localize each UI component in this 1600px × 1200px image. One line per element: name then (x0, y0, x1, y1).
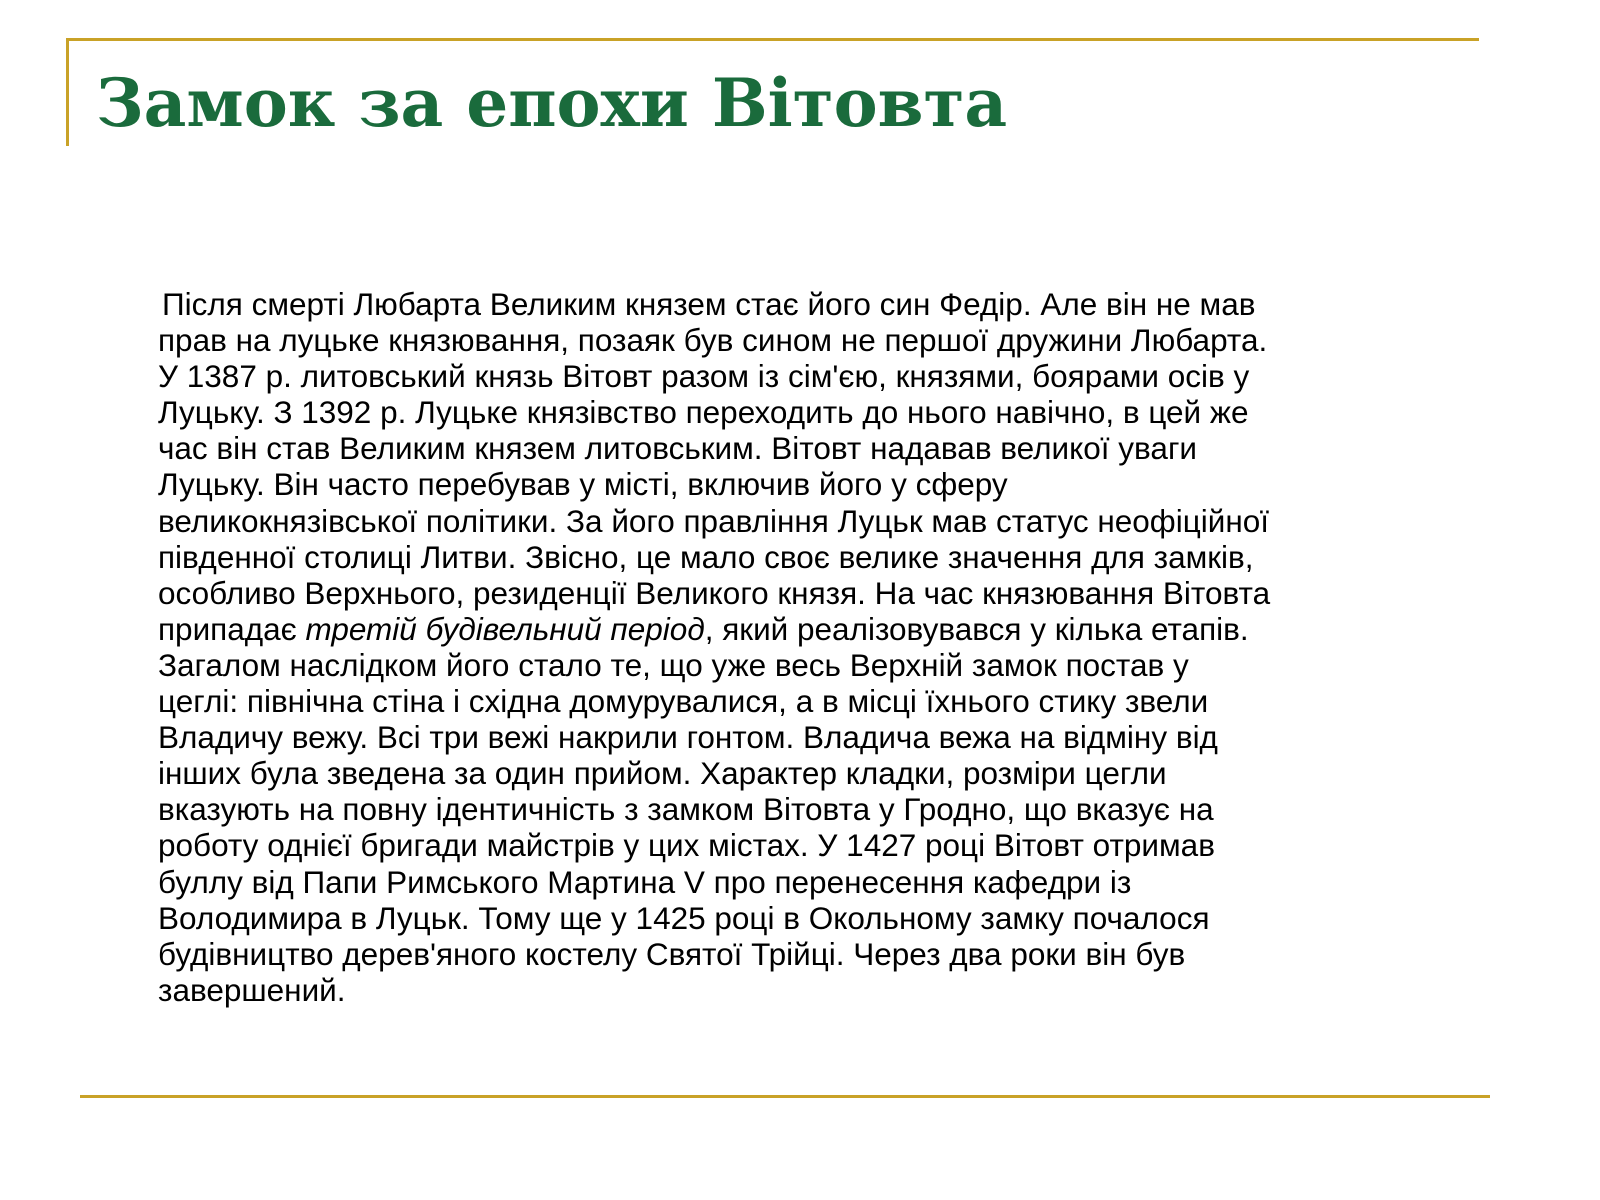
body-line: вказують на повну ідентичність з замком Вітовта у Гродно, що вказує на (158, 791, 1214, 828)
body-text-segment: припадає (158, 610, 306, 647)
body-line: особливо Верхнього, резиденції Великого князя. На час князювання Вітовта (158, 574, 1271, 611)
body-line: Владичу вежу. Всі три вежі накрили гонтом. Владича вежа на відміну від (158, 719, 1218, 756)
slide-title: Замок за епохи Вітовта (96, 64, 1008, 142)
top-divider (66, 38, 1479, 41)
body-line: Володимира в Луцьк. Тому ще у 1425 році в Окольному замку почалося (158, 899, 1210, 936)
body-line: Луцьку. Він часто перебував у місті, включив його у сферу (158, 466, 1008, 503)
body-paragraph (158, 286, 1488, 1008)
body-line: буллу від Папи Римського Мартина V про перенесення кафедри із (158, 863, 1132, 900)
body-line: роботу однієї бригади майстрів у цих містах. У 1427 році Вітовт отримав (158, 827, 1215, 864)
body-line: прав на луцьке князювання, позаяк був сином не першої дружини Любарта. (158, 322, 1268, 359)
body-line: цеглі: північна стіна і східна домурувалися, а в місці їхнього стику звели (158, 683, 1209, 720)
body-line: південної столиці Литви. Звісно, це мало своє велике значення для замків, (158, 538, 1254, 575)
body-line: Луцьку. З 1392 р. Луцьке князівство переходить до нього навічно, в цей же (158, 394, 1249, 431)
body-line: Після смерті Любарта Великим князем стає його син Федір. Але він не мав (162, 286, 1256, 322)
body-line: інших була зведена за один прийом. Характер кладки, розміри цегли (158, 755, 1167, 792)
body-line: час він став Великим князем литовським. Вітовт надавав великої уваги (158, 430, 1198, 467)
body-line: Загалом наслідком його стало те, що уже весь Верхній замок постав у (158, 646, 1189, 683)
left-accent-bar (66, 38, 69, 146)
body-line: У 1387 р. литовський князь Вітовт разом із сім'єю, князями, боярами осів у (158, 358, 1250, 395)
body-line: завершений. (158, 971, 346, 1008)
body-text-segment: , який реалізовувався у кілька етапів. (704, 610, 1249, 647)
bottom-divider (80, 1095, 1490, 1098)
emphasized-phrase: третій будівельний період (305, 610, 705, 647)
body-line: будівництво дерев'яного костелу Святої Трійці. Через два роки він був (158, 935, 1186, 972)
body-line: великокнязівської політики. За його правління Луцьк мав статус неофіційної (158, 502, 1269, 539)
body-line-with-emphasis (158, 611, 1488, 647)
